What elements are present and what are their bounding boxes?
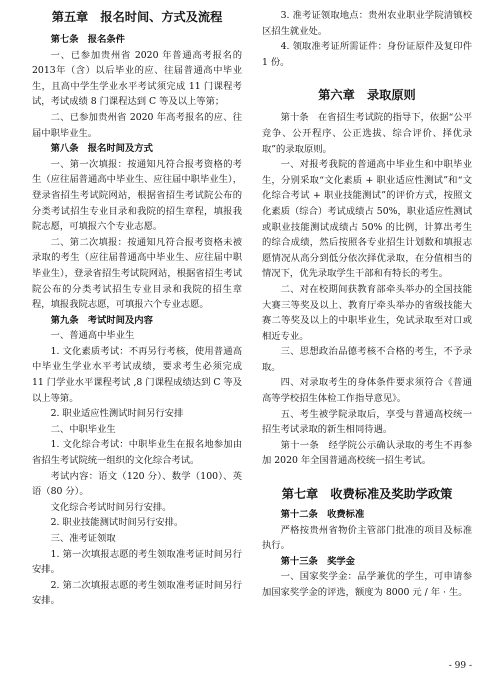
article-9-para-1: 一、普通高中毕业生	[50, 330, 135, 342]
left-column	[32, 8, 242, 609]
article-9-para-2: 1. 文化素质考试：不再另行考核，使用普通高中毕业生学业水平考试成绩，要求考生必须完成 11 门学业水平课程考试 ,8 门课程成绩达到 C 等及以上等第。	[32, 345, 242, 404]
article-13-heading: 第十三条 奖学金	[280, 555, 355, 567]
article-8-para-1: 一、第一次填报：按通知凡符合报考资格的考生（应往届普通高中毕业生、应往届中职毕业生），登录省招生考试院网站，根据省招生考试院公布的分类考试招生专业目录和我院的招生章程，填报我院志愿，可填报六个专业志愿。	[32, 158, 242, 233]
article-9-para-11: 2. 第二次填报志愿的考生领取准考证时间另行安排。	[32, 579, 242, 607]
article-10-para-2: 二、对在校期间获教育部牵头举办的全国技能大赛三等奖及以上、教育厅牵头举办的省级技能大赛二等奖及以上的中职毕业生，免试录取至对口或相近专业。	[262, 283, 472, 342]
article-9-heading: 第九条 考试时间及内容	[50, 314, 153, 326]
chapter-5-title: 第五章 报名时间、方式及流程	[51, 10, 223, 24]
article-12-heading: 第十二条 收费标准	[280, 509, 365, 521]
article-9-para-8: 2. 职业技能测试时间另行安排。	[50, 517, 184, 529]
continued-para-1: 3. 准考证领取地点：贵州农业职业学院清镇校区招生就业处。	[262, 10, 472, 37]
article-10-heading: 第十条 在省招生考试院的指导下，依据“公平竞争、公开程序、公正选拔、综合评价、择优录取”的录取原则。	[262, 112, 472, 155]
article-10-para-5: 五、考生被学院录取后，享受与普通高校统一招生考试录取的新生相同待遇。	[262, 408, 472, 436]
article-7-heading: 第七条 报名条件	[50, 34, 125, 45]
right-column	[262, 8, 472, 601]
article-11-heading: 第十一条 经学院公示确认录取的考生不再参加 2020 年全国普通高校统一招生考试。	[262, 439, 472, 467]
article-10-para-1: 一、对报考我院的普通高中毕业生和中职毕业生，分别采取“文化素质 + 职业适应性测试”和“文化综合考试 + 职业技能测试”的评价方式，按照文化素质（综合）考试成绩占 50%，职业适应性测试或职业技能测试成绩占 50% 的比例，计算出考生的综合成绩，然后按照各专业招生计划数和填报志愿情况从高分到低分依次择优录取，在分值相当的情况下，优先录取学生干部和有特长的考生。	[262, 159, 472, 280]
continued-para-2: 4. 领取准考证所需证件：身份证原件及复印件 1 份。	[262, 41, 472, 68]
chapter-7-title: 第七章 收费标准及奖助学政策	[281, 487, 453, 502]
article-9-para-5: 1. 文化综合考试：中职毕业生在报名地参加由省招生考试院统一组织的文化综合考试。	[32, 439, 242, 467]
article-10-para-3: 三、思想政治品德考核不合格的考生，不予录取。	[262, 346, 472, 373]
article-9-para-7: 文化综合考试时间另行安排。	[50, 501, 172, 513]
article-8-heading: 第八条 报名时间及方式	[50, 143, 153, 155]
page-number: - 99 -	[448, 661, 472, 672]
article-9-para-10: 1. 第一次填报志愿的考生领取准考证时间另行安排。	[32, 548, 242, 576]
article-10-para-4: 四、对录取考生的身体条件要求须符合《普通高等学校招生体检工作指导意见》。	[262, 377, 472, 405]
article-9-para-6: 考试内容：语文（120 分）、数学（100）、英语（80 分）。	[32, 470, 242, 498]
article-13-para-1: 一、国家奖学金：品学兼优的学生，可申请参加国家奖学金的评选，额度为 8000 元 / 年 · 生。	[262, 571, 472, 598]
article-8-para-2: 二、第二次填报：按通知凡符合报考资格未被录取的考生（应往届普通高中毕业生、应往届中职毕业生），登录省招生考试院网站，根据省招生考试院公布的分类考试招生专业目录和我院的招生章程，填报我院志愿，可填报六个专业志愿。	[32, 236, 242, 311]
chapter-6-title: 第六章 录取原则	[318, 88, 416, 103]
article-7-para-2: 二、已参加贵州省 2020 年高考报名的应、往届中职毕业生。	[32, 111, 242, 139]
article-9-para-9: 三、准考证领取	[50, 533, 116, 544]
article-7-para-1: 一、已参加贵州省 2020 年普通高考报名的 2013年（含）以后毕业的应、往届普通高中毕业生，且高中学生学业水平考试须完成 11 门课程考试，考试成绩 8 门课程达到 C 等及以上等第；	[32, 49, 242, 108]
article-9-para-3: 2. 职业适应性测试时间另行安排	[50, 408, 184, 420]
article-12-para-1: 严格按贵州省物价主管部门批准的项目及标准执行。	[262, 524, 472, 552]
article-9-para-4: 二、中职毕业生	[50, 423, 116, 435]
